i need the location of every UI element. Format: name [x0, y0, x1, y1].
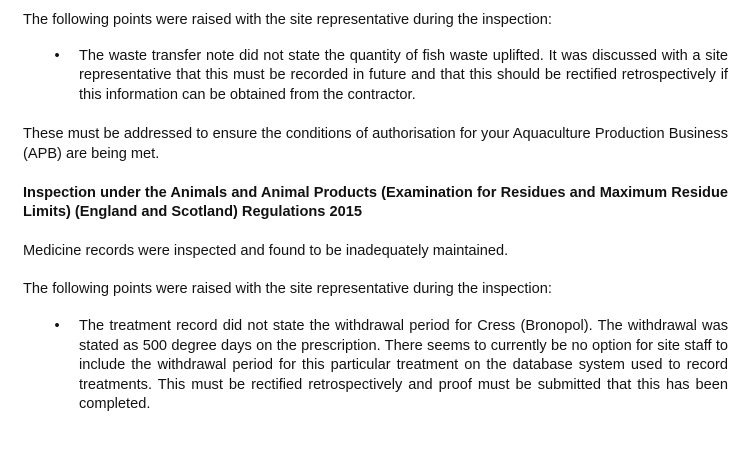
bullet-icon: • — [54, 47, 60, 64]
bullet-text: The treatment record did not state the withdrawal period for Cress (Bronopol). The withdrawal was stated as 500 degree days on the prescription. There seems to currently be no option for site staff to include the withdrawal period for this particular treatment on the database system used to record treatments. This must be rectified retrospectively and proof must be submitted that this has been completed. — [79, 317, 728, 413]
apb-conditions-paragraph: These must be addressed to ensure the conditions of authorisation for your Aquaculture Production Business (APB) are being met. — [23, 126, 728, 162]
bullet-list-2 — [23, 317, 728, 415]
section-heading: Inspection under the Animals and Animal Products (Examination for Residues and Maximum Residue Limits) (England and Scotland) Regulations 2015 — [23, 184, 728, 221]
bullet-icon: • — [54, 317, 60, 334]
intro-paragraph-2: The following points were raised with the site representative during the inspection: — [23, 281, 552, 298]
intro-paragraph-1: The following points were raised with the site representative during the inspection: — [23, 12, 552, 28]
medicine-records-paragraph: Medicine records were inspected and found to be inadequately maintained. — [23, 242, 509, 259]
bullet-list-1 — [23, 47, 728, 106]
bullet-text: The waste transfer note did not state the quantity of fish waste uplifted. It was discussed with a site representative that this must be recorded in future and that this should be rectified retrospectively if this information can be obtained from the contractor. — [79, 47, 728, 103]
list-item — [23, 317, 728, 415]
list-item — [23, 47, 728, 106]
document-page — [23, 8, 728, 415]
